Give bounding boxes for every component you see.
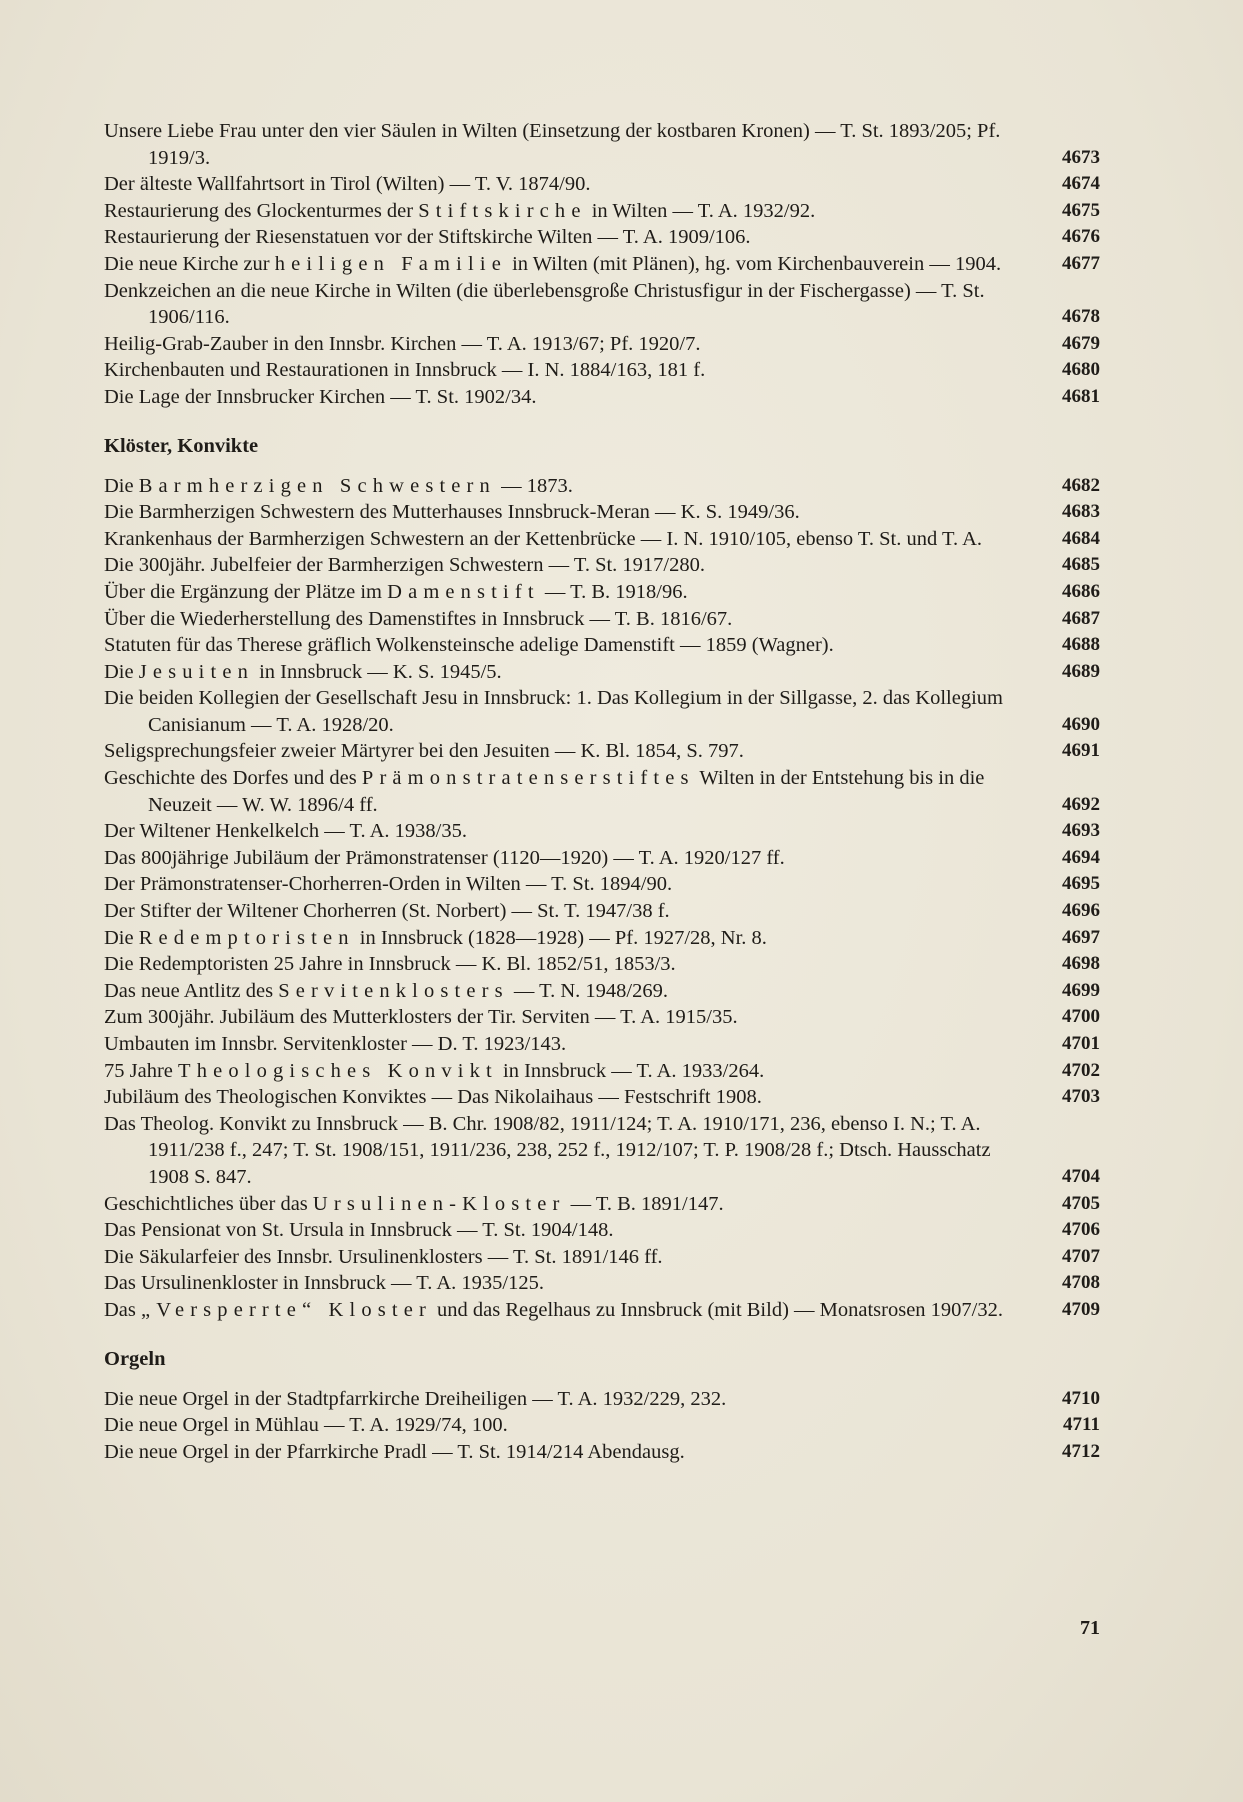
entry-text-part: Der Wiltener Henkelkelch — T. A. 1938/35.	[104, 820, 467, 843]
entry-number: 4680	[1062, 359, 1100, 381]
entry-number: 4700	[1062, 1006, 1100, 1028]
entry-text-part: Krankenhaus der Barmherzigen Schwestern an der Kettenbrücke — I. N. 1910/105, ebenso T. St. und T. A.	[104, 527, 983, 550]
entry-text	[104, 687, 1003, 736]
entry-text-part: Das Ursulinenkloster in Innsbruck — T. A. 1935/125.	[104, 1272, 544, 1295]
section-heading-orgeln: Orgeln	[104, 1347, 166, 1370]
entry-text-part: Die neue Orgel in Mühlau — T. A. 1929/74, 100.	[104, 1414, 508, 1437]
entry-text-part: Kirchenbauten und Restaurationen in Innsbruck — I. N. 1884/163, 181 f.	[104, 359, 706, 382]
entry-text-part: Das Theolog. Konvikt zu Innsbruck — B. Chr. 1908/82, 1911/124; T. A. 1910/171, 236, ebenso I. N.; T. A. 1911/238 f., 247; T. St. 1908/151, 1911/236, 238, 252 f., 1912/107; T. P. 1908/28 f.; Dtsch. Hausschatz 1908 S. 847.	[104, 1112, 991, 1188]
bibliography-entry	[104, 118, 1100, 171]
entry-text	[104, 475, 573, 497]
entry-text-spaced: Servitenklosters	[278, 979, 509, 1002]
entry-text-spaced: Redemptoristen	[138, 926, 355, 949]
entry-text	[104, 1060, 764, 1082]
entry-text	[104, 767, 984, 816]
entry-text-part: Das Pensionat von St. Ursula in Innsbruck — T. St. 1904/148.	[104, 1219, 614, 1242]
entry-text-part: Wilten in der Entstehung bis in die Neuzeit — W. W. 1896/4 ff.	[148, 767, 985, 816]
bibliography-entry	[104, 384, 1100, 411]
entry-number: 4674	[1062, 173, 1100, 195]
entry-text-spaced: Theologisches Konvikt	[178, 1059, 498, 1082]
entry-text-part: Die	[104, 926, 139, 949]
bibliography-entry	[104, 171, 1100, 198]
entry-text	[104, 253, 1001, 275]
bibliography-entry	[104, 331, 1100, 358]
entry-text-part: Seligsprechungsfeier zweier Märtyrer bei den Jesuiten — K. Bl. 1854, S. 797.	[104, 740, 744, 763]
entry-text-part: Statuten für das Therese gräflich Wolkensteinsche adelige Damenstift — 1859 (Wagner).	[104, 634, 834, 657]
entry-text	[104, 1006, 738, 1028]
entry-number: 4687	[1062, 607, 1100, 629]
entry-text-part: Das	[104, 1298, 142, 1321]
entry-number: 4675	[1062, 199, 1100, 221]
entry-text-part: in Innsbruck — K. S. 1945/5.	[253, 660, 502, 683]
entry-text-part: Über die Ergänzung der Plätze im	[104, 580, 388, 603]
entry-text-spaced: Stiftskirche	[418, 199, 587, 222]
entry-text-part: Die Lage der Innsbrucker Kirchen — T. St. 1902/34.	[104, 385, 537, 408]
entry-number: 4695	[1062, 873, 1100, 895]
bibliography-entry	[104, 251, 1100, 278]
entry-number: 4704	[1062, 1165, 1100, 1187]
bibliography-entry	[104, 1412, 1100, 1439]
entry-text	[104, 608, 732, 630]
entry-number: 4707	[1062, 1245, 1100, 1267]
entry-number: 4682	[1062, 474, 1100, 496]
bibliography-entry	[104, 978, 1100, 1005]
bibliography-entry	[104, 198, 1100, 225]
entry-text	[104, 501, 800, 523]
page-number: 71	[1080, 1617, 1100, 1639]
entry-text-part: Die	[104, 474, 139, 497]
entry-text	[104, 634, 834, 656]
entry-text	[104, 528, 982, 550]
bibliography-entry	[104, 473, 1100, 500]
entry-text-part: Die	[104, 660, 139, 683]
bibliography-entry	[104, 1084, 1100, 1111]
bibliography-entry	[104, 526, 1100, 553]
entry-number: 4694	[1062, 846, 1100, 868]
bibliography-content	[104, 118, 1100, 1465]
entry-text	[104, 200, 815, 222]
entry-number: 4685	[1062, 554, 1100, 576]
entry-text	[104, 1388, 726, 1410]
entry-number: 4709	[1062, 1298, 1100, 1320]
entry-text-spaced: Prämonstratenserstiftes	[361, 767, 695, 790]
entry-text	[104, 900, 670, 922]
bibliography-entry	[104, 951, 1100, 978]
bibliography-entry	[104, 1111, 1100, 1191]
bibliography-entry	[104, 685, 1100, 738]
bibliography-entry	[104, 632, 1100, 659]
entry-list-kloester	[104, 473, 1100, 1324]
entry-text-part: Die Barmherzigen Schwestern des Mutterhauses Innsbruck-Meran — K. S. 1949/36.	[104, 501, 800, 524]
entry-text-part: Geschichtliches über das	[104, 1192, 313, 1215]
bibliography-entry	[104, 845, 1100, 872]
entry-text	[104, 1193, 724, 1215]
entry-text	[104, 847, 785, 869]
entry-text	[104, 333, 700, 355]
entry-text-part: in Innsbruck (1828—1928) — Pf. 1927/28, Nr. 8.	[354, 926, 767, 949]
entry-text-spaced: „Versperrte“ Kloster	[141, 1298, 432, 1321]
entry-text	[104, 1272, 544, 1294]
section-heading-kloester: Klöster, Konvikte	[104, 434, 259, 457]
bibliography-entry	[104, 1270, 1100, 1297]
bibliography-entry	[104, 1191, 1100, 1218]
entry-text-part: Geschichte des Dorfes und des	[104, 767, 362, 790]
entry-text-part: Der Stifter der Wiltener Chorherren (St. Norbert) — St. T. 1947/38 f.	[104, 900, 670, 923]
entry-text-part: und das Regelhaus zu Innsbruck (mit Bild) — Monatsrosen 1907/32.	[431, 1298, 1003, 1321]
entry-text-part: Das 800jährige Jubiläum der Prämonstratenser (1120—1920) — T. A. 1920/127 ff.	[104, 846, 785, 869]
entry-number: 4679	[1062, 332, 1100, 354]
entry-number: 4677	[1062, 252, 1100, 274]
entry-text	[104, 173, 590, 195]
bibliography-entry	[104, 818, 1100, 845]
entry-text	[104, 1033, 566, 1055]
entry-number: 4688	[1062, 634, 1100, 656]
entry-text	[104, 1219, 613, 1241]
entry-text	[104, 1113, 991, 1188]
entry-text-part: in Innsbruck — T. A. 1933/264.	[497, 1059, 765, 1082]
entry-text-part: in Wilten — T. A. 1932/92.	[586, 199, 816, 222]
entry-text-part: Die beiden Kollegien der Gesellschaft Jesu in Innsbruck: 1. Das Kollegium in der Sillgasse, 2. das Kollegium Canisianum — T. A. 1928/20.	[104, 687, 1003, 736]
bibliography-entry	[104, 871, 1100, 898]
entry-text	[104, 953, 676, 975]
entry-number: 4711	[1063, 1414, 1100, 1436]
bibliography-entry	[104, 499, 1100, 526]
entry-text-spaced: Jesuiten	[138, 660, 254, 683]
entry-number: 4691	[1062, 740, 1100, 762]
bibliography-entry	[104, 1217, 1100, 1244]
entry-text-spaced: Barmherzigen Schwestern	[138, 474, 496, 497]
entry-text	[104, 386, 536, 408]
entry-text-part: — T. N. 1948/269.	[508, 979, 668, 1002]
entry-text-part: Die Redemptoristen 25 Jahre in Innsbruck — K. Bl. 1852/51, 1853/3.	[104, 953, 676, 976]
bibliography-entry	[104, 278, 1100, 331]
entry-text-part: Der Prämonstratenser-Chorherren-Orden in Wilten — T. St. 1894/90.	[104, 873, 673, 896]
entry-number: 4702	[1062, 1059, 1100, 1081]
entry-text-part: — 1873.	[495, 474, 573, 497]
entry-text-part: Restaurierung der Riesenstatuen vor der Stiftskirche Wilten — T. A. 1909/106.	[104, 226, 751, 249]
entry-text	[104, 980, 668, 1002]
entry-text-part: Umbauten im Innsbr. Servitenkloster — D. T. 1923/143.	[104, 1033, 567, 1055]
entry-text-spaced: Ursulinen-Kloster	[312, 1192, 566, 1215]
entry-text-part: Die neue Orgel in der Pfarrkirche Pradl — T. St. 1914/214 Abendausg.	[104, 1440, 685, 1463]
entry-number: 4701	[1062, 1033, 1100, 1054]
entry-text	[104, 740, 744, 762]
entry-number: 4673	[1062, 146, 1100, 168]
bibliography-entry	[104, 1244, 1100, 1271]
bibliography-entry	[104, 1386, 1100, 1413]
entry-number: 4676	[1062, 226, 1100, 248]
bibliography-entry	[104, 1058, 1100, 1085]
entry-text-part: Zum 300jähr. Jubiläum des Mutterklosters der Tir. Serviten — T. A. 1915/35.	[104, 1006, 738, 1029]
entry-text	[104, 1414, 508, 1436]
entry-text	[104, 280, 985, 329]
bibliography-entry	[104, 1297, 1100, 1324]
entry-text	[104, 820, 467, 842]
entry-text-part: Unsere Liebe Frau unter den vier Säulen in Wilten (Einsetzung der kostbaren Kronen) — T. St. 1893/205; Pf. 1919/3.	[104, 120, 1001, 169]
entry-text-part: Das neue Antlitz des	[104, 979, 279, 1002]
bibliography-entry	[104, 552, 1100, 579]
entry-text	[104, 1441, 685, 1463]
bibliography-entry	[104, 1004, 1100, 1031]
entry-number: 4681	[1062, 385, 1100, 407]
entry-number: 4690	[1062, 713, 1100, 735]
bibliography-entry	[104, 765, 1100, 818]
entry-text-part: 75 Jahre	[104, 1059, 179, 1082]
entry-text-part: — T. B. 1891/147.	[565, 1192, 724, 1215]
bibliography-entry	[104, 659, 1100, 686]
entry-text-part: Jubiläum des Theologischen Konviktes — Das Nikolaihaus — Festschrift 1908.	[104, 1086, 762, 1109]
entry-text-part: Die 300jähr. Jubelfeier der Barmherzigen Schwestern — T. St. 1917/280.	[104, 554, 705, 577]
entry-text	[104, 873, 672, 895]
entry-list-top	[104, 118, 1100, 411]
entry-number: 4712	[1062, 1440, 1100, 1462]
entry-text-part: Denkzeichen an die neue Kirche in Wilten (die überlebensgroße Christusfigur in der Fischergasse) — T. St. 1906/116.	[104, 279, 985, 329]
entry-text-part: Über die Wiederherstellung des Damenstiftes in Innsbruck — T. B. 1816/67.	[104, 607, 733, 630]
entry-text	[104, 1086, 762, 1108]
entry-number: 4683	[1062, 501, 1100, 523]
bibliography-entry	[104, 1031, 1100, 1058]
entry-text-part: Die Säkularfeier des Innsbr. Ursulinenklosters — T. St. 1891/146 ff.	[104, 1245, 663, 1268]
bibliography-entry	[104, 357, 1100, 384]
entry-number: 4689	[1062, 660, 1100, 682]
entry-number: 4693	[1062, 820, 1100, 842]
entry-text-spaced: heiligen Familie	[274, 252, 507, 275]
entry-number: 4710	[1062, 1387, 1100, 1409]
entry-number: 4698	[1062, 953, 1100, 975]
entry-text	[104, 927, 767, 949]
entry-text-part: Die neue Orgel in der Stadtpfarrkirche Dreiheiligen — T. A. 1932/229, 232.	[104, 1387, 727, 1410]
bibliography-entry	[104, 925, 1100, 952]
entry-list-orgeln	[104, 1386, 1100, 1466]
entry-text	[104, 1246, 663, 1268]
entry-number: 4697	[1062, 926, 1100, 948]
entry-text-part: in Wilten (mit Plänen), hg. vom Kirchenbauverein — 1904.	[506, 252, 1002, 275]
entry-number: 4699	[1062, 979, 1100, 1001]
entry-text-part: Heilig-Grab-Zauber in den Innsbr. Kirchen — T. A. 1913/67; Pf. 1920/7.	[104, 332, 701, 355]
entry-number: 4684	[1062, 527, 1100, 549]
entry-text	[104, 581, 688, 603]
entry-number: 4708	[1062, 1272, 1100, 1294]
entry-text	[104, 226, 751, 248]
entry-text	[104, 1299, 1003, 1321]
entry-text-part: Der älteste Wallfahrtsort in Tirol (Wilten) — T. V. 1874/90.	[104, 173, 591, 196]
entry-number: 4703	[1062, 1086, 1100, 1108]
bibliography-entry	[104, 224, 1100, 251]
entry-number: 4706	[1062, 1219, 1100, 1241]
entry-text-spaced: Damenstift	[387, 580, 540, 603]
entry-number: 4696	[1062, 900, 1100, 922]
entry-number: 4692	[1062, 793, 1100, 815]
bibliography-entry	[104, 606, 1100, 633]
entry-text	[104, 661, 502, 683]
entry-text	[104, 554, 705, 576]
bibliography-entry	[104, 579, 1100, 606]
entry-text	[104, 120, 1000, 169]
entry-text-part: — T. B. 1918/96.	[539, 580, 688, 603]
bibliography-entry	[104, 1439, 1100, 1466]
bibliography-entry	[104, 898, 1100, 925]
entry-number: 4686	[1062, 580, 1100, 602]
entry-text	[104, 359, 705, 381]
entry-text-part: Die neue Kirche zur	[104, 252, 275, 275]
bibliography-entry	[104, 738, 1100, 765]
entry-text-part: Restaurierung des Glockenturmes der	[104, 199, 419, 222]
entry-number: 4678	[1062, 306, 1100, 328]
entry-number: 4705	[1062, 1192, 1100, 1214]
